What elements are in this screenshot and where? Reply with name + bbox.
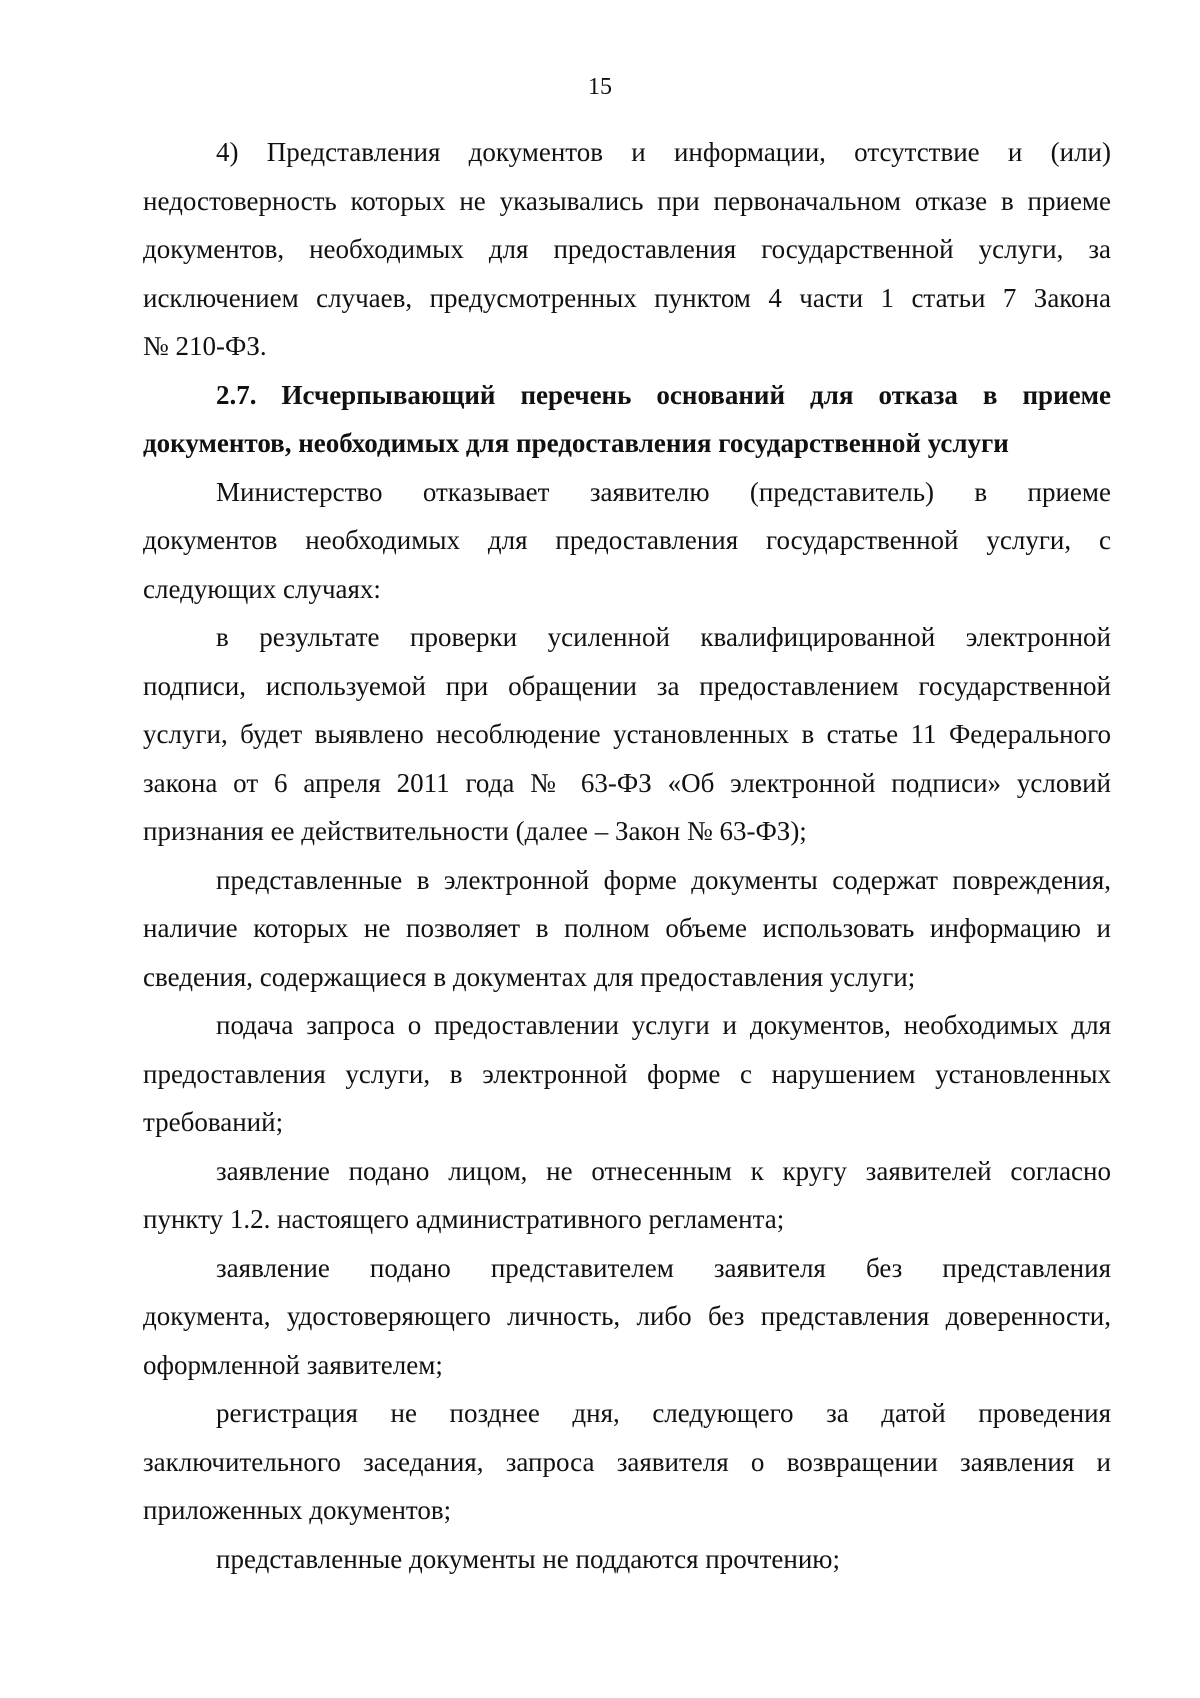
paragraph [143, 1001, 1111, 1147]
text-line: исключением случаев, предусмотренных пунктом 4 части 1 статьи 7 Закона [143, 282, 1111, 313]
text-line: требований; [143, 1107, 284, 1137]
text-line: подписи, используемой при обращении за предоставлением государственной [143, 670, 1111, 701]
text-line: предоставления услуги, в электронной форме с нарушением установленных [143, 1058, 1111, 1089]
text-line: заявление подано лицом, не отнесенным к кругу заявителей согласно [216, 1155, 1111, 1186]
text-line: заключительного заседания, запроса заявителя о возвращении заявления и [143, 1446, 1111, 1477]
text-line: № 210-ФЗ. [143, 331, 267, 361]
text-line: представленные в электронной форме документы содержат повреждения, [216, 864, 1111, 895]
text-line: пункту 1.2. настоящего административного регламента; [143, 1204, 785, 1234]
document-body [143, 128, 1111, 1583]
paragraph [143, 468, 1111, 614]
section-heading [143, 371, 1111, 468]
text-line: сведения, содержащиеся в документах для предоставления услуги; [143, 961, 916, 992]
text-line: услуги, будет выявлено несоблюдение установленных в статье 11 Федерального [143, 719, 1111, 749]
text-line: недостоверность которых не указывались при первоначальном отказе в приеме [143, 185, 1111, 216]
paragraph [143, 128, 1111, 371]
text-line: документов необходимых для предоставления государственной услуги, с [143, 525, 1111, 555]
paragraph [143, 1147, 1111, 1244]
text-line: представленные документы не поддаются прочтению; [216, 1543, 840, 1574]
text-line: закона от 6 апреля 2011 года № 63-ФЗ «Об электронной подписи» условий [143, 767, 1111, 798]
text-line: приложенных документов; [143, 1495, 452, 1525]
text-line: документов, необходимых для предоставления государственной услуги [143, 428, 1009, 458]
paragraph [143, 1244, 1111, 1390]
text-line: оформленной заявителем; [143, 1349, 443, 1380]
text-line: регистрация не позднее дня, следующего за датой проведения [216, 1398, 1111, 1428]
page-number: 15 [588, 74, 612, 100]
text-line: следующих случаях: [143, 573, 381, 604]
paragraph [143, 613, 1111, 856]
text-line: Министерство отказывает заявителю (представитель) в приеме [216, 476, 1111, 507]
text-line: наличие которых не позволяет в полном объеме использовать информацию и [143, 913, 1111, 943]
text-line: 2.7. Исчерпывающий перечень оснований для отказа в приеме [216, 379, 1111, 410]
text-line: документов, необходимых для предоставления государственной услуги, за [143, 234, 1111, 264]
text-line: признания ее действительности (далее – Закон № 63-ФЗ); [143, 816, 807, 846]
paragraph [143, 1389, 1111, 1535]
paragraph [143, 856, 1111, 1002]
text-line: 4) Представления документов и информации, отсутствие и (или) [216, 137, 1111, 167]
text-line: документа, удостоверяющего личность, либо без представления доверенности, [143, 1301, 1111, 1331]
text-line: в результате проверки усиленной квалифицированной электронной [216, 622, 1111, 652]
paragraph [143, 1535, 1111, 1584]
text-line: заявление подано представителем заявителя без представления [216, 1252, 1111, 1283]
text-line: подача запроса о предоставлении услуги и документов, необходимых для [216, 1010, 1111, 1040]
